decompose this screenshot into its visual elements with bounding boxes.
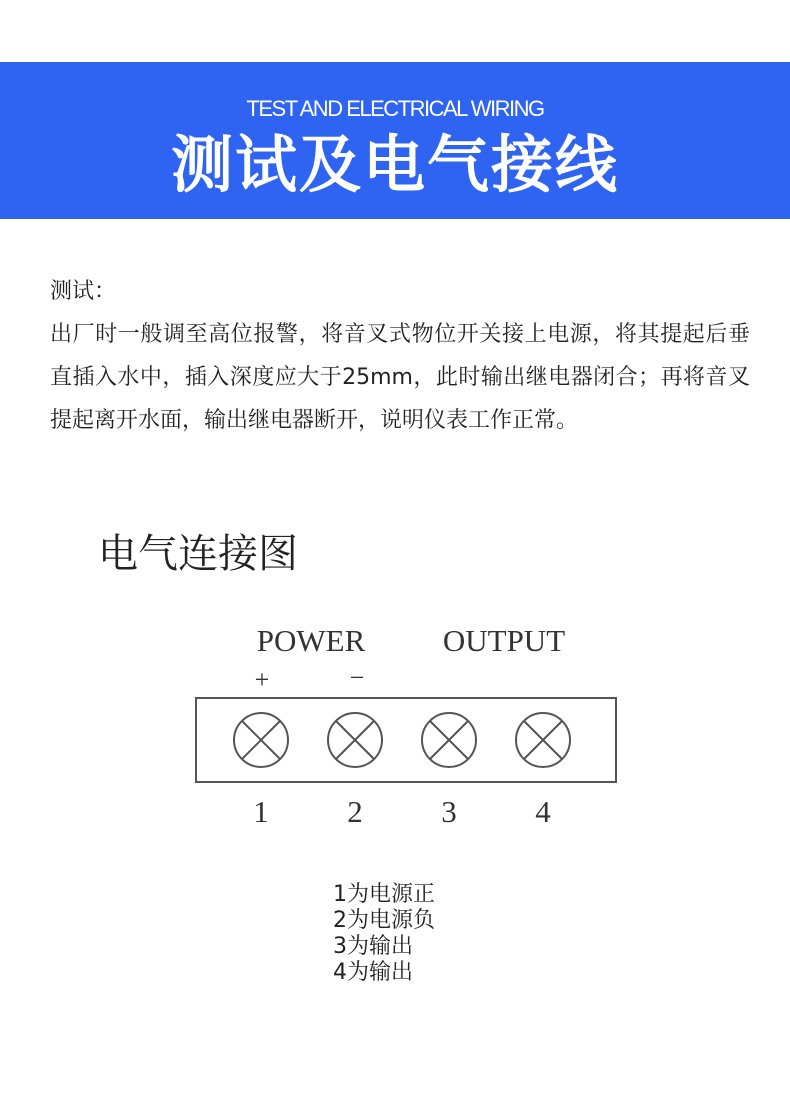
minus-sign: − xyxy=(349,663,365,692)
legend-item: 4为输出 xyxy=(333,960,413,985)
banner-title: 测试及电气接线 xyxy=(170,128,619,201)
output-label: OUTPUT xyxy=(442,623,566,658)
terminals xyxy=(234,713,570,829)
terminal-number: 4 xyxy=(535,794,551,829)
header-banner xyxy=(0,62,790,219)
diagram-title: 电气连接图 xyxy=(98,531,298,577)
plus-sign: + xyxy=(254,665,270,694)
legend-item: 1为电源正 xyxy=(333,882,435,907)
wiring-diagram xyxy=(0,600,790,840)
banner-subtitle: TEST AND ELECTRICAL WIRING xyxy=(246,96,544,121)
test-heading: 测试： xyxy=(50,279,117,304)
test-description: 出厂时一般调至高位报警，将音叉式物位开关接上电源，将其提起后垂直插入水中，插入深度应大于25mm，此时输出继电器闭合；再将音叉提起离开水面，输出继电器断开，说明仪表工作正常。 xyxy=(50,322,750,433)
terminal-legend xyxy=(333,882,435,986)
legend-item: 2为电源负 xyxy=(333,908,435,933)
legend-item: 3为输出 xyxy=(333,934,413,959)
circle-cross-icon xyxy=(516,713,570,767)
circle-cross-icon xyxy=(234,713,288,767)
terminal-number: 1 xyxy=(253,794,269,829)
circle-cross-icon xyxy=(328,713,382,767)
terminal-number: 2 xyxy=(347,794,363,829)
terminal-number: 3 xyxy=(441,794,457,829)
terminal-block xyxy=(196,698,616,782)
power-label: POWER xyxy=(256,623,366,658)
circle-cross-icon xyxy=(422,713,476,767)
test-section xyxy=(50,270,750,442)
